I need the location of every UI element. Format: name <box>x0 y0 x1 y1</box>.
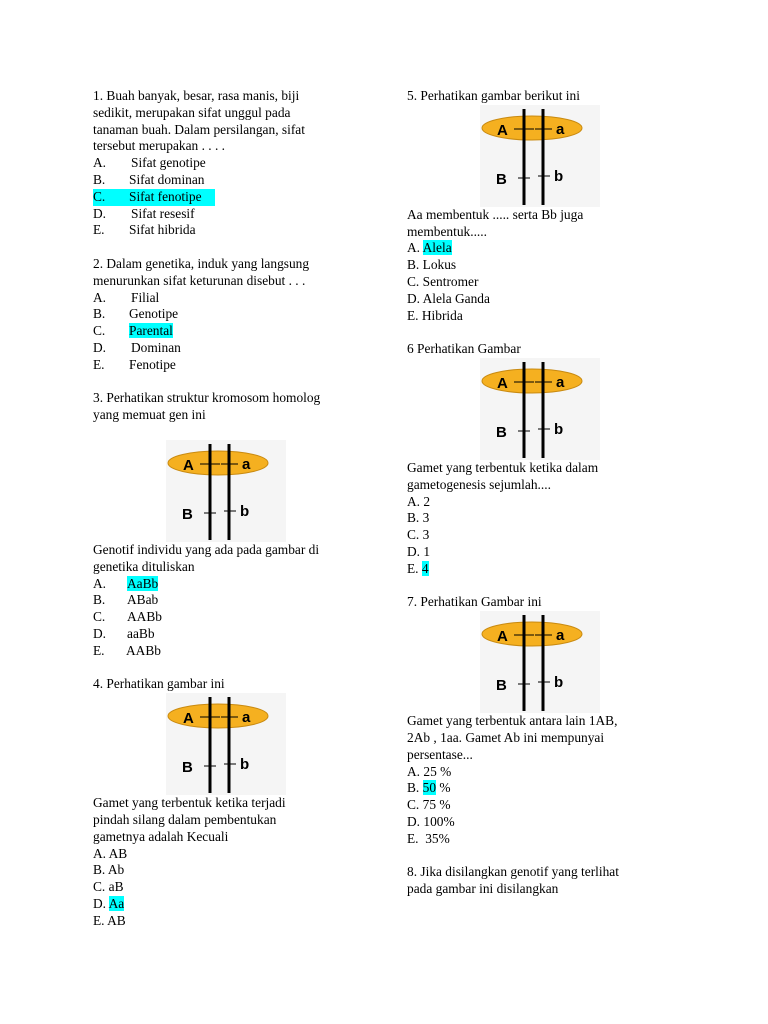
allele-label-b: b <box>554 420 564 438</box>
allele-label-b: b <box>554 674 564 692</box>
question-8 <box>407 864 677 898</box>
allele-label-B: B <box>496 170 507 188</box>
question-3 <box>93 390 363 659</box>
right-column <box>407 88 677 915</box>
question-2-option-a: A. Filial <box>93 289 160 305</box>
question-3-option-d: D. aaBb <box>93 625 155 641</box>
question-1-option-d: D. Sifat resesif <box>93 205 195 221</box>
allele-label-a: a <box>556 120 565 138</box>
question-5-option-a: A. Alela <box>407 240 452 256</box>
question-5-text-line: 5. Perhatikan gambar berikut ini <box>407 88 580 103</box>
left-column <box>93 88 363 946</box>
question-3-text-line: genetika dituliskan <box>93 558 195 574</box>
question-5-option-d: D. Alela Ganda <box>407 290 490 306</box>
question-8-text-line: 8. Jika disilangkan genotif yang terlihat <box>407 864 619 880</box>
question-4-option-d: D. Aa <box>93 895 125 911</box>
question-2-option-b: B. Genotipe <box>93 306 179 322</box>
chromosome-figure <box>480 611 600 713</box>
question-1-text-line: tanaman buah. Dalam persilangan, sifat <box>93 121 305 137</box>
question-3-text-line: 3. Perhatikan struktur kromosom homolog <box>93 390 321 406</box>
question-1-option-e: E. Sifat hibrida <box>93 222 196 238</box>
question-2 <box>93 256 363 374</box>
allele-label-B: B <box>496 423 507 441</box>
question-6-option-e: E. 4 <box>407 560 429 576</box>
question-3-option-a: A. AaBb <box>93 575 159 591</box>
allele-label-A: A <box>183 456 194 474</box>
question-2-option-c: C. Parental <box>93 323 173 339</box>
question-4-text-line: 4. Perhatikan gambar ini <box>93 676 225 692</box>
question-7-option-d: D. 100% <box>407 813 455 829</box>
question-3-option-c: C. AABb <box>93 609 162 625</box>
allele-label-B: B <box>182 505 193 523</box>
question-4-option-e: E. AB <box>93 912 126 928</box>
allele-label-b: b <box>240 502 250 520</box>
question-7-option-a: A. 25 % <box>407 763 452 779</box>
allele-label-a: a <box>242 709 251 727</box>
question-1 <box>93 88 363 239</box>
question-4-option-b: B. Ab <box>93 862 125 878</box>
question-4-option-a: A. AB <box>93 845 128 861</box>
question-1-option-c-highlighted: C. Sifat fenotipe <box>93 189 363 206</box>
question-2-option-e: E. Fenotipe <box>93 356 176 372</box>
question-2-text-line: menurunkan sifat keturunan disebut . . . <box>93 272 306 288</box>
question-4 <box>93 676 363 929</box>
question-5 <box>407 88 677 324</box>
chromosome-figure <box>166 440 286 542</box>
allele-label-B: B <box>182 759 193 777</box>
allele-label-a: a <box>242 455 251 473</box>
question-3-option-b: B. ABab <box>93 592 159 608</box>
chromosome-figure <box>166 693 286 795</box>
chromosome-figure <box>480 358 600 460</box>
question-6-option-c: C. 3 <box>407 527 430 543</box>
allele-label-A: A <box>497 628 508 646</box>
question-2-option-d: D. Dominan <box>93 339 181 355</box>
question-1-text-line: tersebut merupakan . . . . <box>93 138 226 154</box>
question-4-text-line: Gamet yang terbentuk ketika terjadi <box>93 795 286 811</box>
question-5-option-c: C. Sentromer <box>407 273 479 289</box>
question-5-option-b: B. Lokus <box>407 257 457 273</box>
allele-label-b: b <box>554 167 564 185</box>
question-6-text-line: gametogenesis sejumlah.... <box>407 476 551 492</box>
allele-label-B: B <box>496 677 507 695</box>
question-1-option-b: B. Sifat dominan <box>93 171 205 187</box>
question-3-text-line: Genotif individu yang ada pada gambar di <box>93 541 320 557</box>
allele-label-a: a <box>556 373 565 391</box>
question-7-option-e: E. 35% <box>407 830 450 846</box>
question-7-option-b: B. 50 % <box>407 780 451 796</box>
question-5-text-line: Aa membentuk ..... serta Bb juga <box>407 206 584 222</box>
question-4-text-line: pindah silang dalam pembentukan <box>93 811 277 827</box>
question-2-text-line: 2. Dalam genetika, induk yang langsung <box>93 255 310 271</box>
question-3-option-e: E. AABb <box>93 642 161 658</box>
question-7-option-c: C. 75 % <box>407 797 451 813</box>
highlighted-answer: 50 <box>422 780 437 796</box>
allele-label-A: A <box>497 374 508 392</box>
highlighted-answer: Alela <box>422 240 452 256</box>
question-6-option-b: B. 3 <box>407 510 430 526</box>
question-7-text-line: 2Ab , 1aa. Gamet Ab ini mempunyai <box>407 729 605 745</box>
question-6-text-line: 6 Perhatikan Gambar <box>407 341 521 357</box>
question-7-text-line: Gamet yang terbentuk antara lain 1AB, <box>407 713 618 729</box>
question-3-text-line: yang memuat gen ini <box>93 407 206 423</box>
highlighted-answer: AaBb <box>127 575 159 591</box>
allele-label-b: b <box>240 756 250 774</box>
allele-label-A: A <box>183 710 194 728</box>
allele-label-a: a <box>556 627 565 645</box>
question-1-option-a: A. Sifat genotipe <box>93 155 206 171</box>
highlighted-answer: 4 <box>421 560 429 576</box>
highlighted-answer: Aa <box>108 895 125 911</box>
question-8-text-line: pada gambar ini disilangkan <box>407 881 559 897</box>
question-5-option-e: E. Hibrida <box>407 307 463 323</box>
question-4-text-line: gametnya adalah Kecuali <box>93 828 229 844</box>
allele-label-A: A <box>497 121 508 139</box>
question-6-option-d: D. 1 <box>407 543 431 559</box>
question-7-text-line: persentase... <box>407 746 473 762</box>
highlighted-answer: Parental <box>129 323 173 339</box>
question-1-text-line: sedikit, merupakan sifat unggul pada <box>93 104 291 120</box>
question-6-option-a: A. 2 <box>407 493 431 509</box>
question-6 <box>407 341 677 577</box>
question-7-text-line: 7. Perhatikan Gambar ini <box>407 594 542 610</box>
question-1-text-line: 1. Buah banyak, besar, rasa manis, biji <box>93 88 300 103</box>
question-7 <box>407 594 677 847</box>
chromosome-figure <box>480 105 600 207</box>
question-4-option-c: C. aB <box>93 879 124 895</box>
question-5-text-line: membentuk..... <box>407 223 487 239</box>
question-6-text-line: Gamet yang terbentuk ketika dalam <box>407 459 599 475</box>
